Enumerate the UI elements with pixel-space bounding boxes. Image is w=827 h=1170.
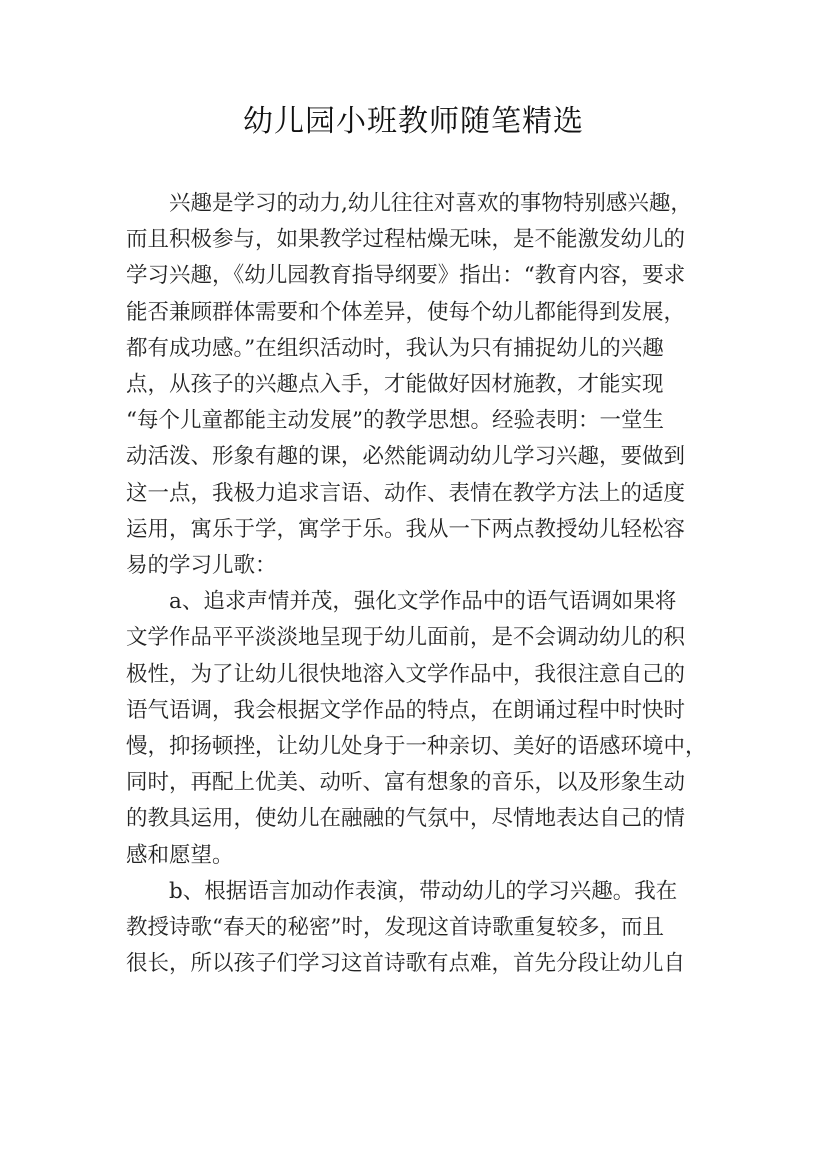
- text-line: 而且积极参与，如果教学过程枯燥无味，是不能激发幼儿的: [126, 227, 686, 253]
- page-title: 幼儿园小班教师随笔精选: [243, 104, 584, 139]
- text-line: 的教具运用，使幼儿在融融的气氛中，尽情地表达自己的情: [126, 806, 686, 832]
- text-line: 感和愿望。: [126, 842, 234, 868]
- text-line: 极性，为了让幼儿很快地溶入文学作品中，我很注意自己的: [126, 661, 686, 687]
- document-body: [126, 186, 707, 982]
- text-line: 动活泼、形象有趣的课，必然能调动幼儿学习兴趣，要做到: [126, 444, 686, 470]
- text-line: 易的学习儿歌：: [126, 553, 277, 579]
- text-line: 点，从孩子的兴趣点入手，才能做好因材施教，才能实现: [126, 372, 664, 398]
- text-line: 能否兼顾群体需要和个体差异，使每个幼儿都能得到发展，: [126, 299, 686, 325]
- text-line: 兴趣是学习的动力,幼儿往往对喜欢的事物特别感兴趣，: [169, 191, 692, 216]
- paragraph-3: [126, 874, 704, 983]
- text-line: 教授诗歌“春天的秘密”时，发现这首诗歌重复较多，而且: [126, 915, 664, 941]
- text-line: “每个儿童都能主动发展”的教学思想。经验表明：一堂生: [126, 408, 664, 434]
- text-line: 语气语调，我会根据文学作品的特点，在朗诵过程中时快时: [126, 697, 686, 723]
- text-line: 学习兴趣，《幼儿园教育指导纲要》指出：“教育内容，要求: [126, 263, 686, 289]
- text-line: 同时，再配上优美、动听、富有想象的音乐，以及形象生动: [126, 770, 686, 796]
- paragraph-1: [126, 186, 704, 584]
- text-line: 很长，所以孩子们学习这首诗歌有点难，首先分段让幼儿自: [126, 951, 686, 977]
- paragraph-2: [126, 584, 707, 874]
- text-line: 运用，寓乐于学，寓学于乐。我从一下两点教授幼儿轻松容: [126, 516, 686, 542]
- text-line: 这一点，我极力追求言语、动作、表情在教学方法上的适度: [126, 480, 686, 506]
- text-line: b、根据语言加动作表演，带动幼儿的学习兴趣。我在: [169, 878, 678, 904]
- text-line: a、追求声情并茂，强化文学作品中的语气语调如果将: [169, 589, 677, 615]
- text-line: 文学作品平平淡淡地呈现于幼儿面前，是不会调动幼儿的积: [126, 625, 686, 651]
- text-line: 慢，抑扬顿挫，让幼儿处身于一种亲切、美好的语感环境中，: [126, 734, 707, 760]
- text-line: 都有成功感。”在组织活动时，我认为只有捕捉幼儿的兴趣: [126, 335, 664, 361]
